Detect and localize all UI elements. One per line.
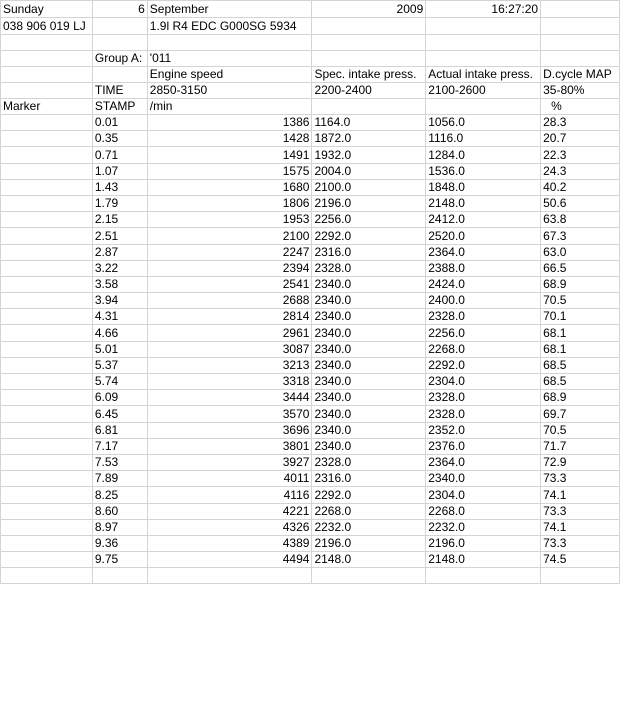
actual-intake-cell[interactable]: 2232.0 (426, 519, 541, 535)
dcycle-cell[interactable]: 73.3 (541, 471, 620, 487)
timestamp-cell[interactable]: 9.75 (92, 552, 147, 568)
group-row (1, 51, 620, 67)
spec-intake-cell[interactable]: 1872.0 (312, 131, 426, 147)
actual-intake-cell[interactable]: 2376.0 (426, 438, 541, 454)
timestamp-cell[interactable]: 6.45 (92, 406, 147, 422)
marker-cell[interactable] (1, 454, 93, 470)
table-row (1, 390, 620, 406)
engine-speed-cell[interactable]: 1491 (147, 147, 312, 163)
actual-intake-cell[interactable]: 2328.0 (426, 406, 541, 422)
engine-speed-cell[interactable]: 3801 (147, 438, 312, 454)
dcycle-cell[interactable]: 68.1 (541, 341, 620, 357)
engine-speed-cell[interactable]: 4494 (147, 552, 312, 568)
spec-intake-cell[interactable]: 2292.0 (312, 487, 426, 503)
header-row (1, 67, 620, 83)
timestamp-cell[interactable]: 5.37 (92, 357, 147, 373)
empty-cell[interactable] (312, 568, 426, 584)
spec-intake-cell[interactable]: 2340.0 (312, 341, 426, 357)
actual-intake-cell[interactable]: 2268.0 (426, 341, 541, 357)
empty-cell[interactable] (541, 568, 620, 584)
spec-intake-cell[interactable]: 2340.0 (312, 276, 426, 292)
spec-intake-cell[interactable]: 2340.0 (312, 357, 426, 373)
timestamp-cell[interactable]: 6.09 (92, 390, 147, 406)
engine-speed-cell[interactable]: 3318 (147, 374, 312, 390)
spec-intake-cell[interactable]: 1164.0 (312, 115, 426, 131)
marker-cell[interactable] (1, 147, 93, 163)
engine-speed-cell[interactable]: 2688 (147, 293, 312, 309)
actual-intake-cell[interactable]: 2424.0 (426, 276, 541, 292)
spec-intake-cell[interactable]: 2100.0 (312, 179, 426, 195)
empty-cell[interactable] (312, 18, 426, 35)
marker-cell[interactable] (1, 503, 93, 519)
dcycle-cell[interactable]: 73.3 (541, 535, 620, 551)
spec-intake-header[interactable]: Spec. intake press. (312, 67, 426, 83)
timestamp-cell[interactable]: 7.53 (92, 454, 147, 470)
table-row (1, 325, 620, 341)
engine-speed-cell[interactable]: 3696 (147, 422, 312, 438)
spec-intake-cell[interactable]: 2340.0 (312, 374, 426, 390)
marker-cell[interactable] (1, 244, 93, 260)
marker-cell[interactable] (1, 487, 93, 503)
spec-intake-cell[interactable]: 2340.0 (312, 309, 426, 325)
timestamp-cell[interactable]: 6.81 (92, 422, 147, 438)
empty-cell[interactable] (312, 51, 426, 67)
dcycle-cell[interactable]: 68.9 (541, 276, 620, 292)
dcycle-cell[interactable]: 63.0 (541, 244, 620, 260)
group-label-cell[interactable]: Group A: (92, 51, 147, 67)
dcycle-cell[interactable]: 66.5 (541, 260, 620, 276)
dcycle-cell[interactable]: 20.7 (541, 131, 620, 147)
blank-row (1, 568, 620, 584)
table-row (1, 503, 620, 519)
marker-cell[interactable] (1, 309, 93, 325)
empty-cell[interactable] (312, 99, 426, 115)
timestamp-cell[interactable]: 2.51 (92, 228, 147, 244)
table-row (1, 309, 620, 325)
range-row (1, 83, 620, 99)
engine-speed-cell[interactable]: 1680 (147, 179, 312, 195)
engine-speed-cell[interactable]: 2541 (147, 276, 312, 292)
dcycle-cell[interactable]: 72.9 (541, 454, 620, 470)
date-num-cell[interactable]: 6 (92, 1, 147, 18)
table-row (1, 115, 620, 131)
marker-cell[interactable] (1, 422, 93, 438)
table-row (1, 276, 620, 292)
part-number-cell[interactable]: 038 906 019 LJ (1, 18, 93, 35)
timestamp-cell[interactable]: 5.01 (92, 341, 147, 357)
spec-intake-cell[interactable]: 2148.0 (312, 552, 426, 568)
spec-intake-cell[interactable]: 1932.0 (312, 147, 426, 163)
table-row (1, 163, 620, 179)
marker-cell[interactable] (1, 406, 93, 422)
timestamp-cell[interactable]: 0.01 (92, 115, 147, 131)
spec-intake-cell[interactable]: 2340.0 (312, 325, 426, 341)
table-row (1, 422, 620, 438)
table-row (1, 147, 620, 163)
meta-row-1 (1, 1, 620, 18)
empty-cell[interactable] (92, 18, 147, 35)
table-row (1, 293, 620, 309)
actual-intake-cell[interactable]: 2148.0 (426, 195, 541, 211)
timestamp-cell[interactable]: 3.58 (92, 276, 147, 292)
spec-intake-cell[interactable]: 2292.0 (312, 228, 426, 244)
marker-cell[interactable] (1, 341, 93, 357)
dcycle-cell[interactable]: 68.5 (541, 357, 620, 373)
empty-cell[interactable] (1, 51, 93, 67)
marker-cell[interactable] (1, 115, 93, 131)
spec-intake-cell[interactable]: 2196.0 (312, 195, 426, 211)
time-cell[interactable]: 16:27:20 (426, 1, 541, 18)
engine-speed-cell[interactable]: 3087 (147, 341, 312, 357)
empty-cell[interactable] (92, 568, 147, 584)
spec-intake-cell[interactable]: 2316.0 (312, 471, 426, 487)
engine-speed-cell[interactable]: 3927 (147, 454, 312, 470)
spec-intake-cell[interactable]: 2340.0 (312, 293, 426, 309)
empty-cell[interactable] (1, 35, 93, 51)
stamp-header[interactable]: STAMP (92, 99, 147, 115)
actual-intake-cell[interactable]: 2364.0 (426, 244, 541, 260)
actual-intake-cell[interactable]: 2520.0 (426, 228, 541, 244)
actual-intake-cell[interactable]: 2328.0 (426, 390, 541, 406)
year-cell[interactable]: 2009 (312, 1, 426, 18)
table-row (1, 374, 620, 390)
marker-cell[interactable] (1, 228, 93, 244)
table-row (1, 552, 620, 568)
engine-speed-cell[interactable]: 2961 (147, 325, 312, 341)
time-header[interactable]: TIME (92, 83, 147, 99)
engine-speed-cell[interactable]: 4221 (147, 503, 312, 519)
empty-cell[interactable] (147, 568, 312, 584)
marker-cell[interactable] (1, 179, 93, 195)
empty-cell[interactable] (1, 83, 93, 99)
marker-cell[interactable] (1, 260, 93, 276)
spec-intake-cell[interactable]: 2256.0 (312, 212, 426, 228)
actual-intake-cell[interactable]: 1116.0 (426, 131, 541, 147)
empty-cell[interactable] (541, 35, 620, 51)
table-row (1, 260, 620, 276)
marker-cell[interactable] (1, 519, 93, 535)
empty-cell[interactable] (92, 35, 147, 51)
actual-intake-cell[interactable]: 2388.0 (426, 260, 541, 276)
timestamp-cell[interactable]: 1.79 (92, 195, 147, 211)
dcycle-cell[interactable]: 73.3 (541, 503, 620, 519)
dcycle-cell[interactable]: 70.1 (541, 309, 620, 325)
empty-cell[interactable] (426, 51, 541, 67)
timestamp-cell[interactable]: 5.74 (92, 374, 147, 390)
table-row (1, 341, 620, 357)
actual-intake-cell[interactable]: 1284.0 (426, 147, 541, 163)
dcycle-cell[interactable]: 70.5 (541, 293, 620, 309)
spec-intake-cell[interactable]: 2328.0 (312, 260, 426, 276)
table-row (1, 179, 620, 195)
actual-intake-cell[interactable]: 2196.0 (426, 535, 541, 551)
dcycle-cell[interactable]: 50.6 (541, 195, 620, 211)
timestamp-cell[interactable]: 0.71 (92, 147, 147, 163)
empty-cell[interactable] (92, 67, 147, 83)
marker-cell[interactable] (1, 163, 93, 179)
actual-intake-cell[interactable]: 1848.0 (426, 179, 541, 195)
dcycle-cell[interactable]: 70.5 (541, 422, 620, 438)
group-code-cell[interactable]: '011 (147, 51, 312, 67)
spec-intake-cell[interactable]: 2340.0 (312, 390, 426, 406)
engine-speed-cell[interactable]: 1386 (147, 115, 312, 131)
table-row (1, 438, 620, 454)
dcycle-cell[interactable]: 68.1 (541, 325, 620, 341)
spec-intake-cell[interactable]: 2232.0 (312, 519, 426, 535)
engine-speed-cell[interactable]: 2247 (147, 244, 312, 260)
table-row (1, 195, 620, 211)
timestamp-cell[interactable]: 4.66 (92, 325, 147, 341)
actual-intake-cell[interactable]: 1056.0 (426, 115, 541, 131)
engine-speed-header[interactable]: Engine speed (147, 67, 312, 83)
marker-cell[interactable] (1, 293, 93, 309)
marker-header[interactable]: Marker (1, 99, 93, 115)
speed-unit-cell[interactable]: /min (147, 99, 312, 115)
actual-intake-cell[interactable]: 2352.0 (426, 422, 541, 438)
timestamp-cell[interactable]: 2.87 (92, 244, 147, 260)
table-row (1, 212, 620, 228)
spec-intake-cell[interactable]: 2340.0 (312, 406, 426, 422)
dcycle-cell[interactable]: 74.5 (541, 552, 620, 568)
actual-intake-cell[interactable]: 2256.0 (426, 325, 541, 341)
table-row (1, 471, 620, 487)
empty-cell[interactable] (541, 1, 620, 18)
dcycle-cell[interactable]: 68.5 (541, 374, 620, 390)
spec-intake-cell[interactable]: 2268.0 (312, 503, 426, 519)
timestamp-cell[interactable]: 7.17 (92, 438, 147, 454)
dcycle-cell[interactable]: 69.7 (541, 406, 620, 422)
marker-cell[interactable] (1, 276, 93, 292)
dcycle-cell[interactable]: 68.9 (541, 390, 620, 406)
dcycle-unit-cell[interactable]: % (541, 99, 620, 115)
unit-row (1, 99, 620, 115)
marker-cell[interactable] (1, 552, 93, 568)
timestamp-cell[interactable]: 4.31 (92, 309, 147, 325)
timestamp-cell[interactable]: 3.22 (92, 260, 147, 276)
timestamp-cell[interactable]: 1.07 (92, 163, 147, 179)
engine-speed-cell[interactable]: 4389 (147, 535, 312, 551)
engine-speed-cell[interactable]: 1575 (147, 163, 312, 179)
marker-cell[interactable] (1, 471, 93, 487)
engine-speed-cell[interactable]: 3444 (147, 390, 312, 406)
actual-intake-header[interactable]: Actual intake press. (426, 67, 541, 83)
dcycle-cell[interactable]: 67.3 (541, 228, 620, 244)
empty-cell[interactable] (1, 568, 93, 584)
table-row (1, 228, 620, 244)
empty-cell[interactable] (541, 51, 620, 67)
spec-intake-cell[interactable]: 2340.0 (312, 422, 426, 438)
timestamp-cell[interactable]: 2.15 (92, 212, 147, 228)
actual-intake-cell[interactable]: 2328.0 (426, 309, 541, 325)
actual-intake-cell[interactable]: 2304.0 (426, 487, 541, 503)
engine-speed-cell[interactable]: 1806 (147, 195, 312, 211)
dcycle-cell[interactable]: 74.1 (541, 519, 620, 535)
table-row (1, 406, 620, 422)
spec-intake-cell[interactable]: 2004.0 (312, 163, 426, 179)
actual-intake-cell[interactable]: 2304.0 (426, 374, 541, 390)
timestamp-cell[interactable]: 3.94 (92, 293, 147, 309)
dcycle-cell[interactable]: 40.2 (541, 179, 620, 195)
dcycle-cell[interactable]: 28.3 (541, 115, 620, 131)
day-cell[interactable]: Sunday (1, 1, 93, 18)
marker-cell[interactable] (1, 438, 93, 454)
engine-speed-cell[interactable]: 1428 (147, 131, 312, 147)
timestamp-cell[interactable]: 8.97 (92, 519, 147, 535)
empty-cell[interactable] (541, 18, 620, 35)
empty-cell[interactable] (426, 568, 541, 584)
meta-row-2 (1, 18, 620, 35)
actual-intake-cell[interactable]: 2148.0 (426, 552, 541, 568)
actual-intake-cell[interactable]: 2292.0 (426, 357, 541, 373)
timestamp-cell[interactable]: 8.25 (92, 487, 147, 503)
engine-speed-cell[interactable]: 3213 (147, 357, 312, 373)
dcycle-cell[interactable]: 24.3 (541, 163, 620, 179)
engine-speed-cell[interactable]: 1953 (147, 212, 312, 228)
engine-speed-cell[interactable]: 2814 (147, 309, 312, 325)
actual-intake-cell[interactable]: 2364.0 (426, 454, 541, 470)
spec-intake-cell[interactable]: 2316.0 (312, 244, 426, 260)
timestamp-cell[interactable]: 1.43 (92, 179, 147, 195)
dcycle-cell[interactable]: 74.1 (541, 487, 620, 503)
marker-cell[interactable] (1, 212, 93, 228)
table-row (1, 535, 620, 551)
dcycle-cell[interactable]: 63.8 (541, 212, 620, 228)
actual-intake-cell[interactable]: 1536.0 (426, 163, 541, 179)
blank-row (1, 35, 620, 51)
table-row (1, 131, 620, 147)
dcycle-range-cell[interactable]: 35-80% (541, 83, 620, 99)
dcycle-header[interactable]: D.cycle MAP (541, 67, 620, 83)
dcycle-cell[interactable]: 71.7 (541, 438, 620, 454)
empty-cell[interactable] (426, 18, 541, 35)
timestamp-cell[interactable]: 8.60 (92, 503, 147, 519)
timestamp-cell[interactable]: 0.35 (92, 131, 147, 147)
empty-cell[interactable] (426, 99, 541, 115)
engine-speed-cell[interactable]: 2394 (147, 260, 312, 276)
actual-intake-cell[interactable]: 2412.0 (426, 212, 541, 228)
spec-intake-cell[interactable]: 2340.0 (312, 438, 426, 454)
engine-speed-cell[interactable]: 2100 (147, 228, 312, 244)
actual-intake-cell[interactable]: 2340.0 (426, 471, 541, 487)
marker-cell[interactable] (1, 374, 93, 390)
engine-speed-cell[interactable]: 3570 (147, 406, 312, 422)
dcycle-cell[interactable]: 22.3 (541, 147, 620, 163)
engine-speed-cell[interactable]: 4326 (147, 519, 312, 535)
marker-cell[interactable] (1, 390, 93, 406)
engine-speed-cell[interactable]: 4116 (147, 487, 312, 503)
speed-range-cell[interactable]: 2850-3150 (147, 83, 312, 99)
empty-cell[interactable] (312, 35, 426, 51)
marker-cell[interactable] (1, 357, 93, 373)
actual-intake-cell[interactable]: 2268.0 (426, 503, 541, 519)
empty-cell[interactable] (1, 67, 93, 83)
spec-intake-cell[interactable]: 2328.0 (312, 454, 426, 470)
marker-cell[interactable] (1, 195, 93, 211)
marker-cell[interactable] (1, 535, 93, 551)
engine-desc-cell[interactable]: 1.9l R4 EDC G000SG 5934 (147, 18, 312, 35)
table-row (1, 487, 620, 503)
actual-intake-cell[interactable]: 2400.0 (426, 293, 541, 309)
empty-cell[interactable] (426, 35, 541, 51)
timestamp-cell[interactable]: 9.36 (92, 535, 147, 551)
spec-intake-cell[interactable]: 2196.0 (312, 535, 426, 551)
table-row (1, 357, 620, 373)
marker-cell[interactable] (1, 131, 93, 147)
table-row (1, 519, 620, 535)
actual-range-cell[interactable]: 2100-2600 (426, 83, 541, 99)
timestamp-cell[interactable]: 7.89 (92, 471, 147, 487)
marker-cell[interactable] (1, 325, 93, 341)
spec-range-cell[interactable]: 2200-2400 (312, 83, 426, 99)
engine-speed-cell[interactable]: 4011 (147, 471, 312, 487)
month-cell[interactable]: September (147, 1, 312, 18)
table-row (1, 454, 620, 470)
empty-cell[interactable] (147, 35, 312, 51)
table-row (1, 244, 620, 260)
